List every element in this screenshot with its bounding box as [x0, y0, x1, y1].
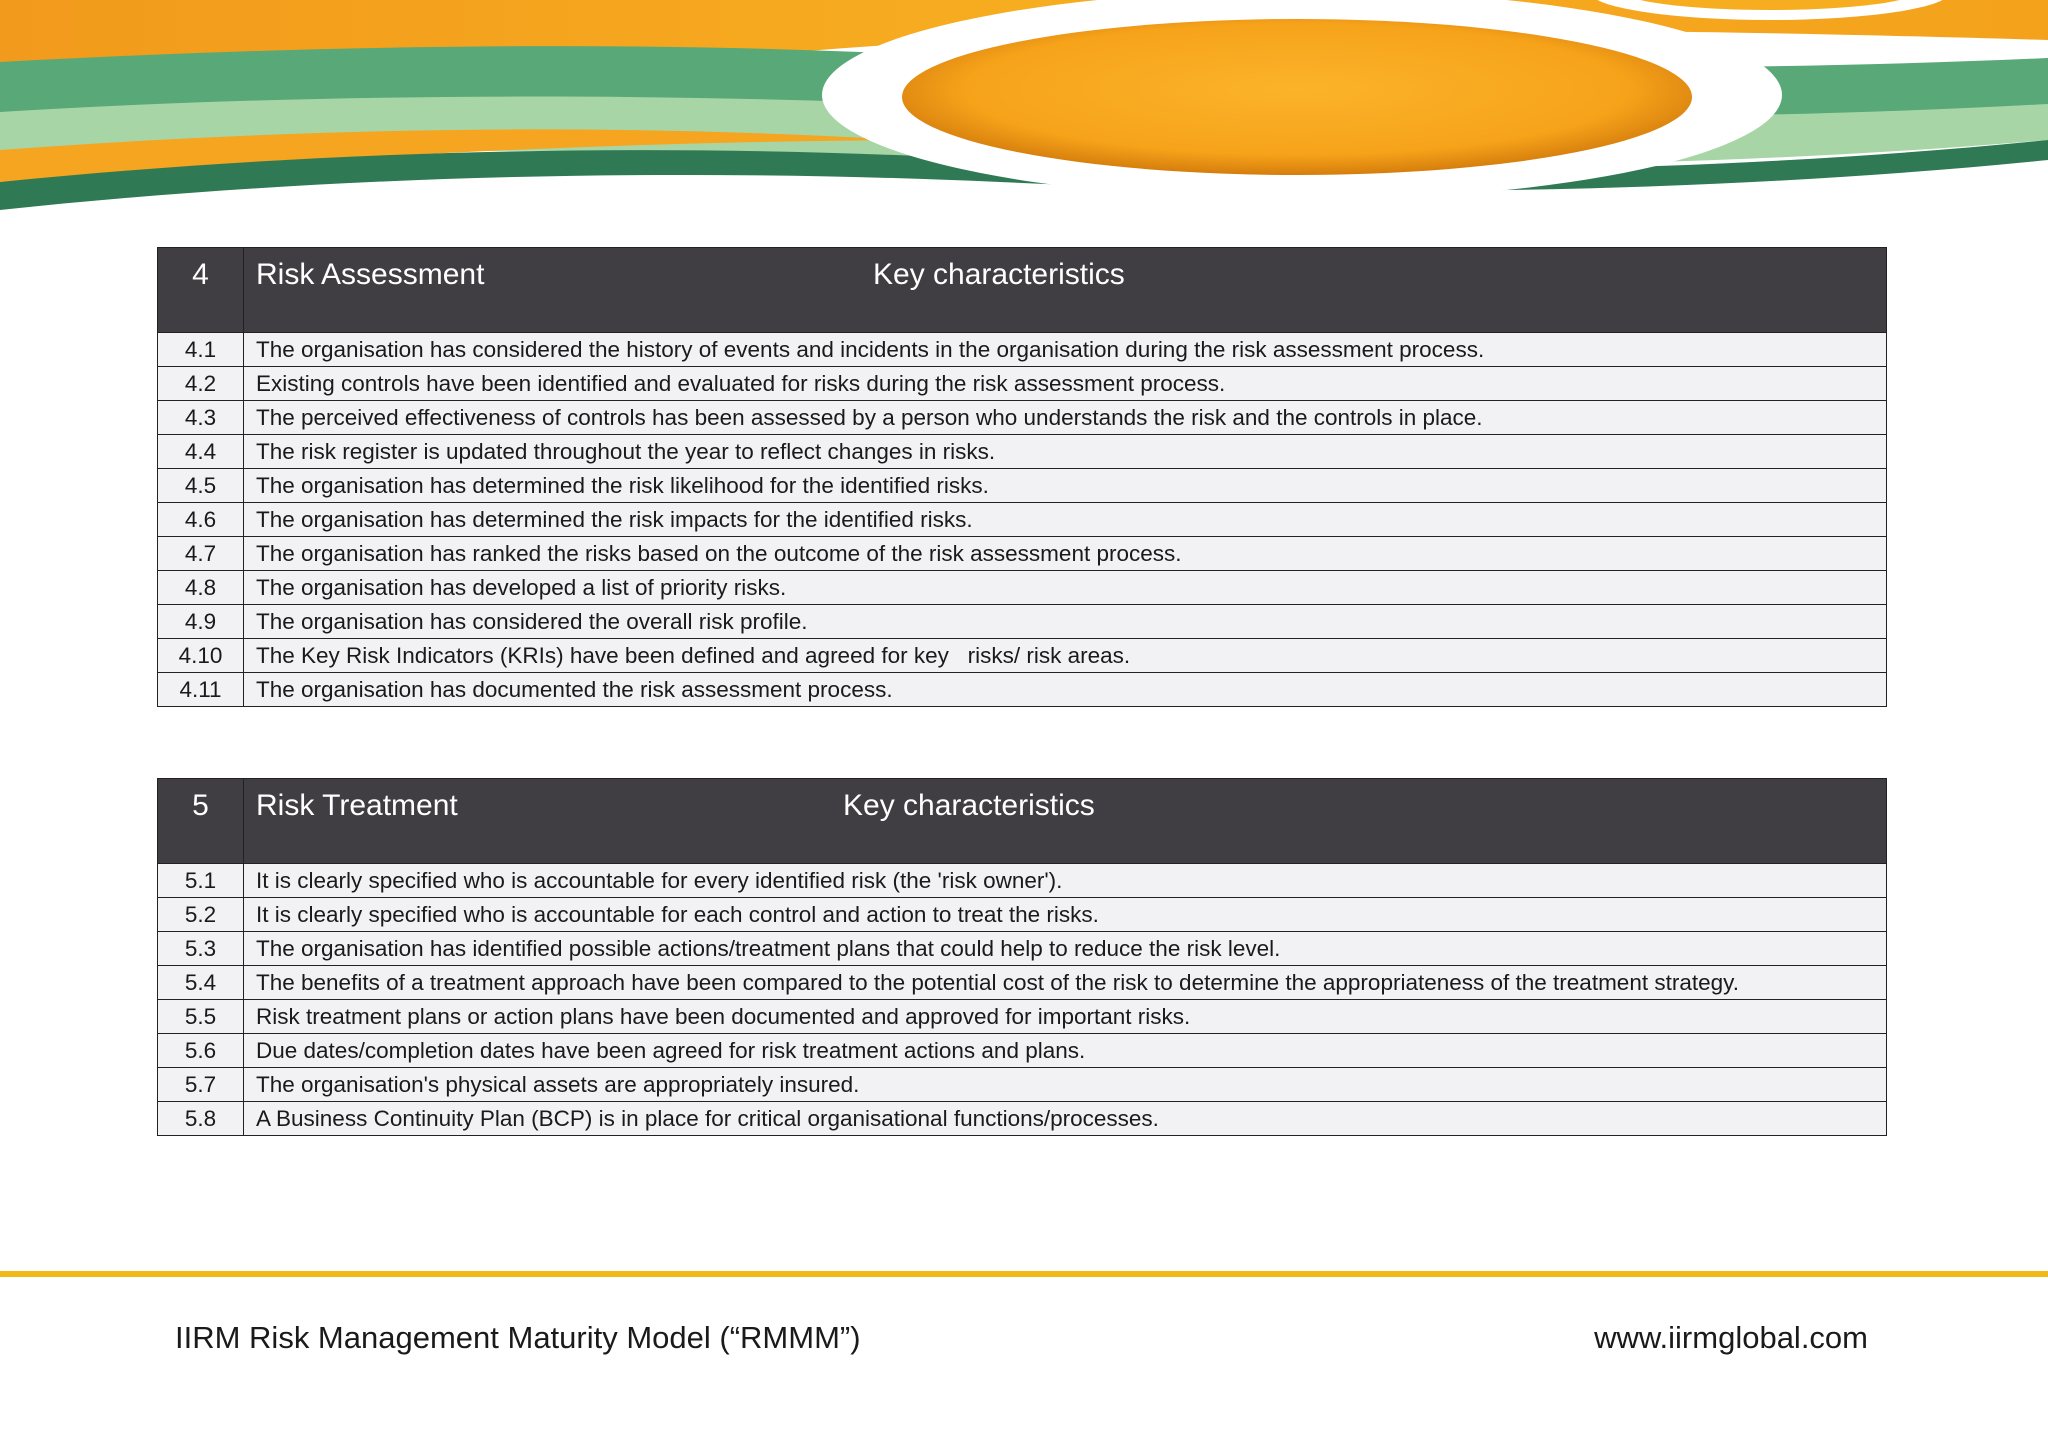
row-text: The organisation has determined the risk impacts for the identified risks. — [244, 503, 1887, 537]
row-text: The risk register is updated throughout the year to reflect changes in risks. — [244, 435, 1887, 469]
section-title: Risk Treatment — [256, 789, 458, 822]
row-number: 4.10 — [158, 639, 244, 673]
row-number: 4.8 — [158, 571, 244, 605]
footer-document-title: IIRM Risk Management Maturity Model (“RMMM”) — [175, 1320, 861, 1355]
row-number: 5.4 — [158, 966, 244, 1000]
table-row — [158, 966, 1887, 1000]
table-row — [158, 435, 1887, 469]
row-text: The perceived effectiveness of controls has been assessed by a person who understands the risk and the controls in place. — [244, 401, 1887, 435]
section-number: 4 — [158, 248, 244, 333]
row-number: 5.1 — [158, 864, 244, 898]
table-row — [158, 333, 1887, 367]
row-number: 5.7 — [158, 1068, 244, 1102]
row-number: 4.7 — [158, 537, 244, 571]
row-number: 5.5 — [158, 1000, 244, 1034]
row-number: 4.2 — [158, 367, 244, 401]
section-header-cell — [244, 779, 1887, 864]
table-row — [158, 1000, 1887, 1034]
row-number: 4.9 — [158, 605, 244, 639]
row-text: The organisation has identified possible actions/treatment plans that could help to reduce the risk level. — [244, 932, 1887, 966]
footer-website: www.iirmglobal.com — [1594, 1320, 1868, 1355]
section-title: Risk Assessment — [256, 258, 485, 291]
row-text: The organisation has considered the history of events and incidents in the organisation during the risk assessment process. — [244, 333, 1887, 367]
row-text: Due dates/completion dates have been agreed for risk treatment actions and plans. — [244, 1034, 1887, 1068]
table-row — [158, 898, 1887, 932]
row-text: A Business Continuity Plan (BCP) is in place for critical organisational functions/processes. — [244, 1102, 1887, 1136]
row-text: It is clearly specified who is accountable for every identified risk (the 'risk owner'). — [244, 864, 1887, 898]
row-number: 4.11 — [158, 673, 244, 707]
table-row — [158, 367, 1887, 401]
table-row — [158, 673, 1887, 707]
row-text: Existing controls have been identified and evaluated for risks during the risk assessment process. — [244, 367, 1887, 401]
table-row — [158, 503, 1887, 537]
header-banner — [0, 0, 2048, 215]
row-number: 5.2 — [158, 898, 244, 932]
row-number: 4.3 — [158, 401, 244, 435]
row-number: 4.4 — [158, 435, 244, 469]
row-text: The organisation has developed a list of priority risks. — [244, 571, 1887, 605]
table-row — [158, 1068, 1887, 1102]
table-header-row — [158, 779, 1887, 864]
row-text: The organisation's physical assets are appropriately insured. — [244, 1068, 1887, 1102]
section-number: 5 — [158, 779, 244, 864]
risk-treatment-table — [157, 778, 1887, 1136]
row-text: The organisation has considered the overall risk profile. — [244, 605, 1887, 639]
key-characteristics-header: Key characteristics — [843, 789, 1095, 822]
table-row — [158, 1102, 1887, 1136]
table-row — [158, 571, 1887, 605]
row-text: It is clearly specified who is accountable for each control and action to treat the risks. — [244, 898, 1887, 932]
row-number: 4.1 — [158, 333, 244, 367]
table-row — [158, 537, 1887, 571]
row-text: The organisation has ranked the risks based on the outcome of the risk assessment process. — [244, 537, 1887, 571]
row-text: The benefits of a treatment approach have been compared to the potential cost of the risk to determine the appropriateness of the treatment strategy. — [244, 966, 1887, 1000]
table-row — [158, 639, 1887, 673]
row-text: The organisation has determined the risk likelihood for the identified risks. — [244, 469, 1887, 503]
table-row — [158, 401, 1887, 435]
footer-divider — [0, 1271, 2048, 1277]
risk-assessment-table — [157, 247, 1887, 707]
row-text: Risk treatment plans or action plans have been documented and approved for important risks. — [244, 1000, 1887, 1034]
table-row — [158, 469, 1887, 503]
table-row — [158, 605, 1887, 639]
table-row — [158, 864, 1887, 898]
key-characteristics-header: Key characteristics — [873, 258, 1125, 291]
row-text: The Key Risk Indicators (KRIs) have been defined and agreed for key risks/ risk areas. — [244, 639, 1887, 673]
section-header-cell — [244, 248, 1887, 333]
row-number: 5.8 — [158, 1102, 244, 1136]
table-row — [158, 932, 1887, 966]
row-number: 5.6 — [158, 1034, 244, 1068]
row-number: 4.5 — [158, 469, 244, 503]
row-text: The organisation has documented the risk assessment process. — [244, 673, 1887, 707]
table-header-row — [158, 248, 1887, 333]
row-number: 4.6 — [158, 503, 244, 537]
table-row — [158, 1034, 1887, 1068]
row-number: 5.3 — [158, 932, 244, 966]
